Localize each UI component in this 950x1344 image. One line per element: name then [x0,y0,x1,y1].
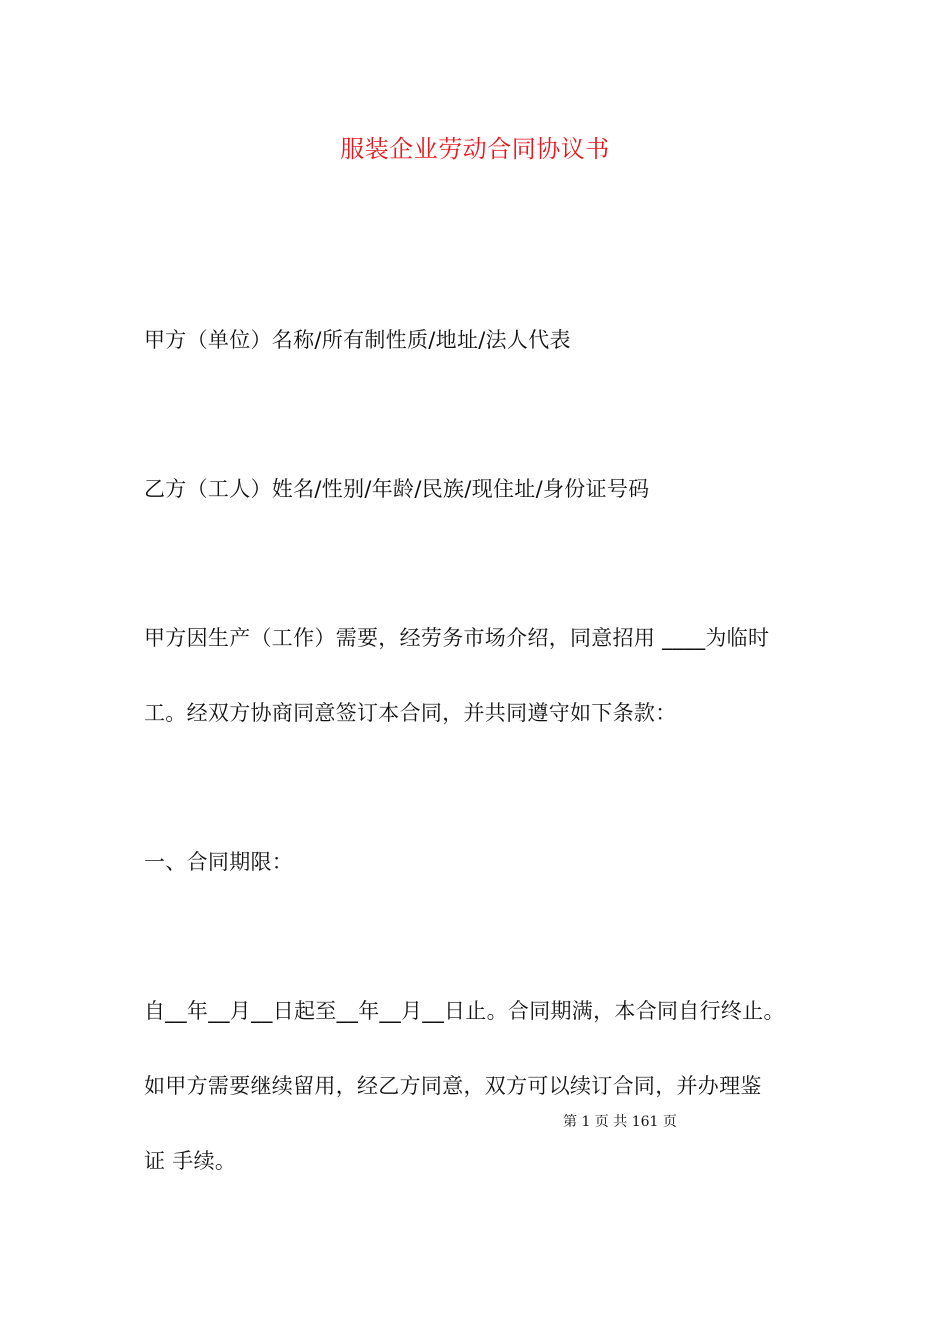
term-paragraph-line-2: 如甲方需要继续留用，经乙方同意，双方可以续订合同，并办理鉴 [144,1074,762,1098]
party-b-line: 乙方（工人）姓名/性别/年龄/民族/现住址/身份证号码 [144,477,650,501]
intro-paragraph-line-2: 工。经双方协商同意签订本合同，并共同遵守如下条款： [144,701,677,725]
term-paragraph-line-1: 自__年__月__日起至__年__月__日止。合同期满，本合同自行终止。 [144,999,785,1023]
intro-paragraph-line-1: 甲方因生产（工作）需要，经劳务市场介绍，同意招用 ____为临时 [144,626,770,650]
term-paragraph-line-3: 证 手续。 [144,1149,237,1173]
page-indicator: 第 1 页 共 161 页 [563,1114,677,1130]
document-title: 服装企业劳动合同协议书 [340,135,610,163]
section-1-heading: 一、合同期限： [144,850,294,874]
party-a-line: 甲方（单位）名称/所有制性质/地址/法人代表 [144,328,571,352]
